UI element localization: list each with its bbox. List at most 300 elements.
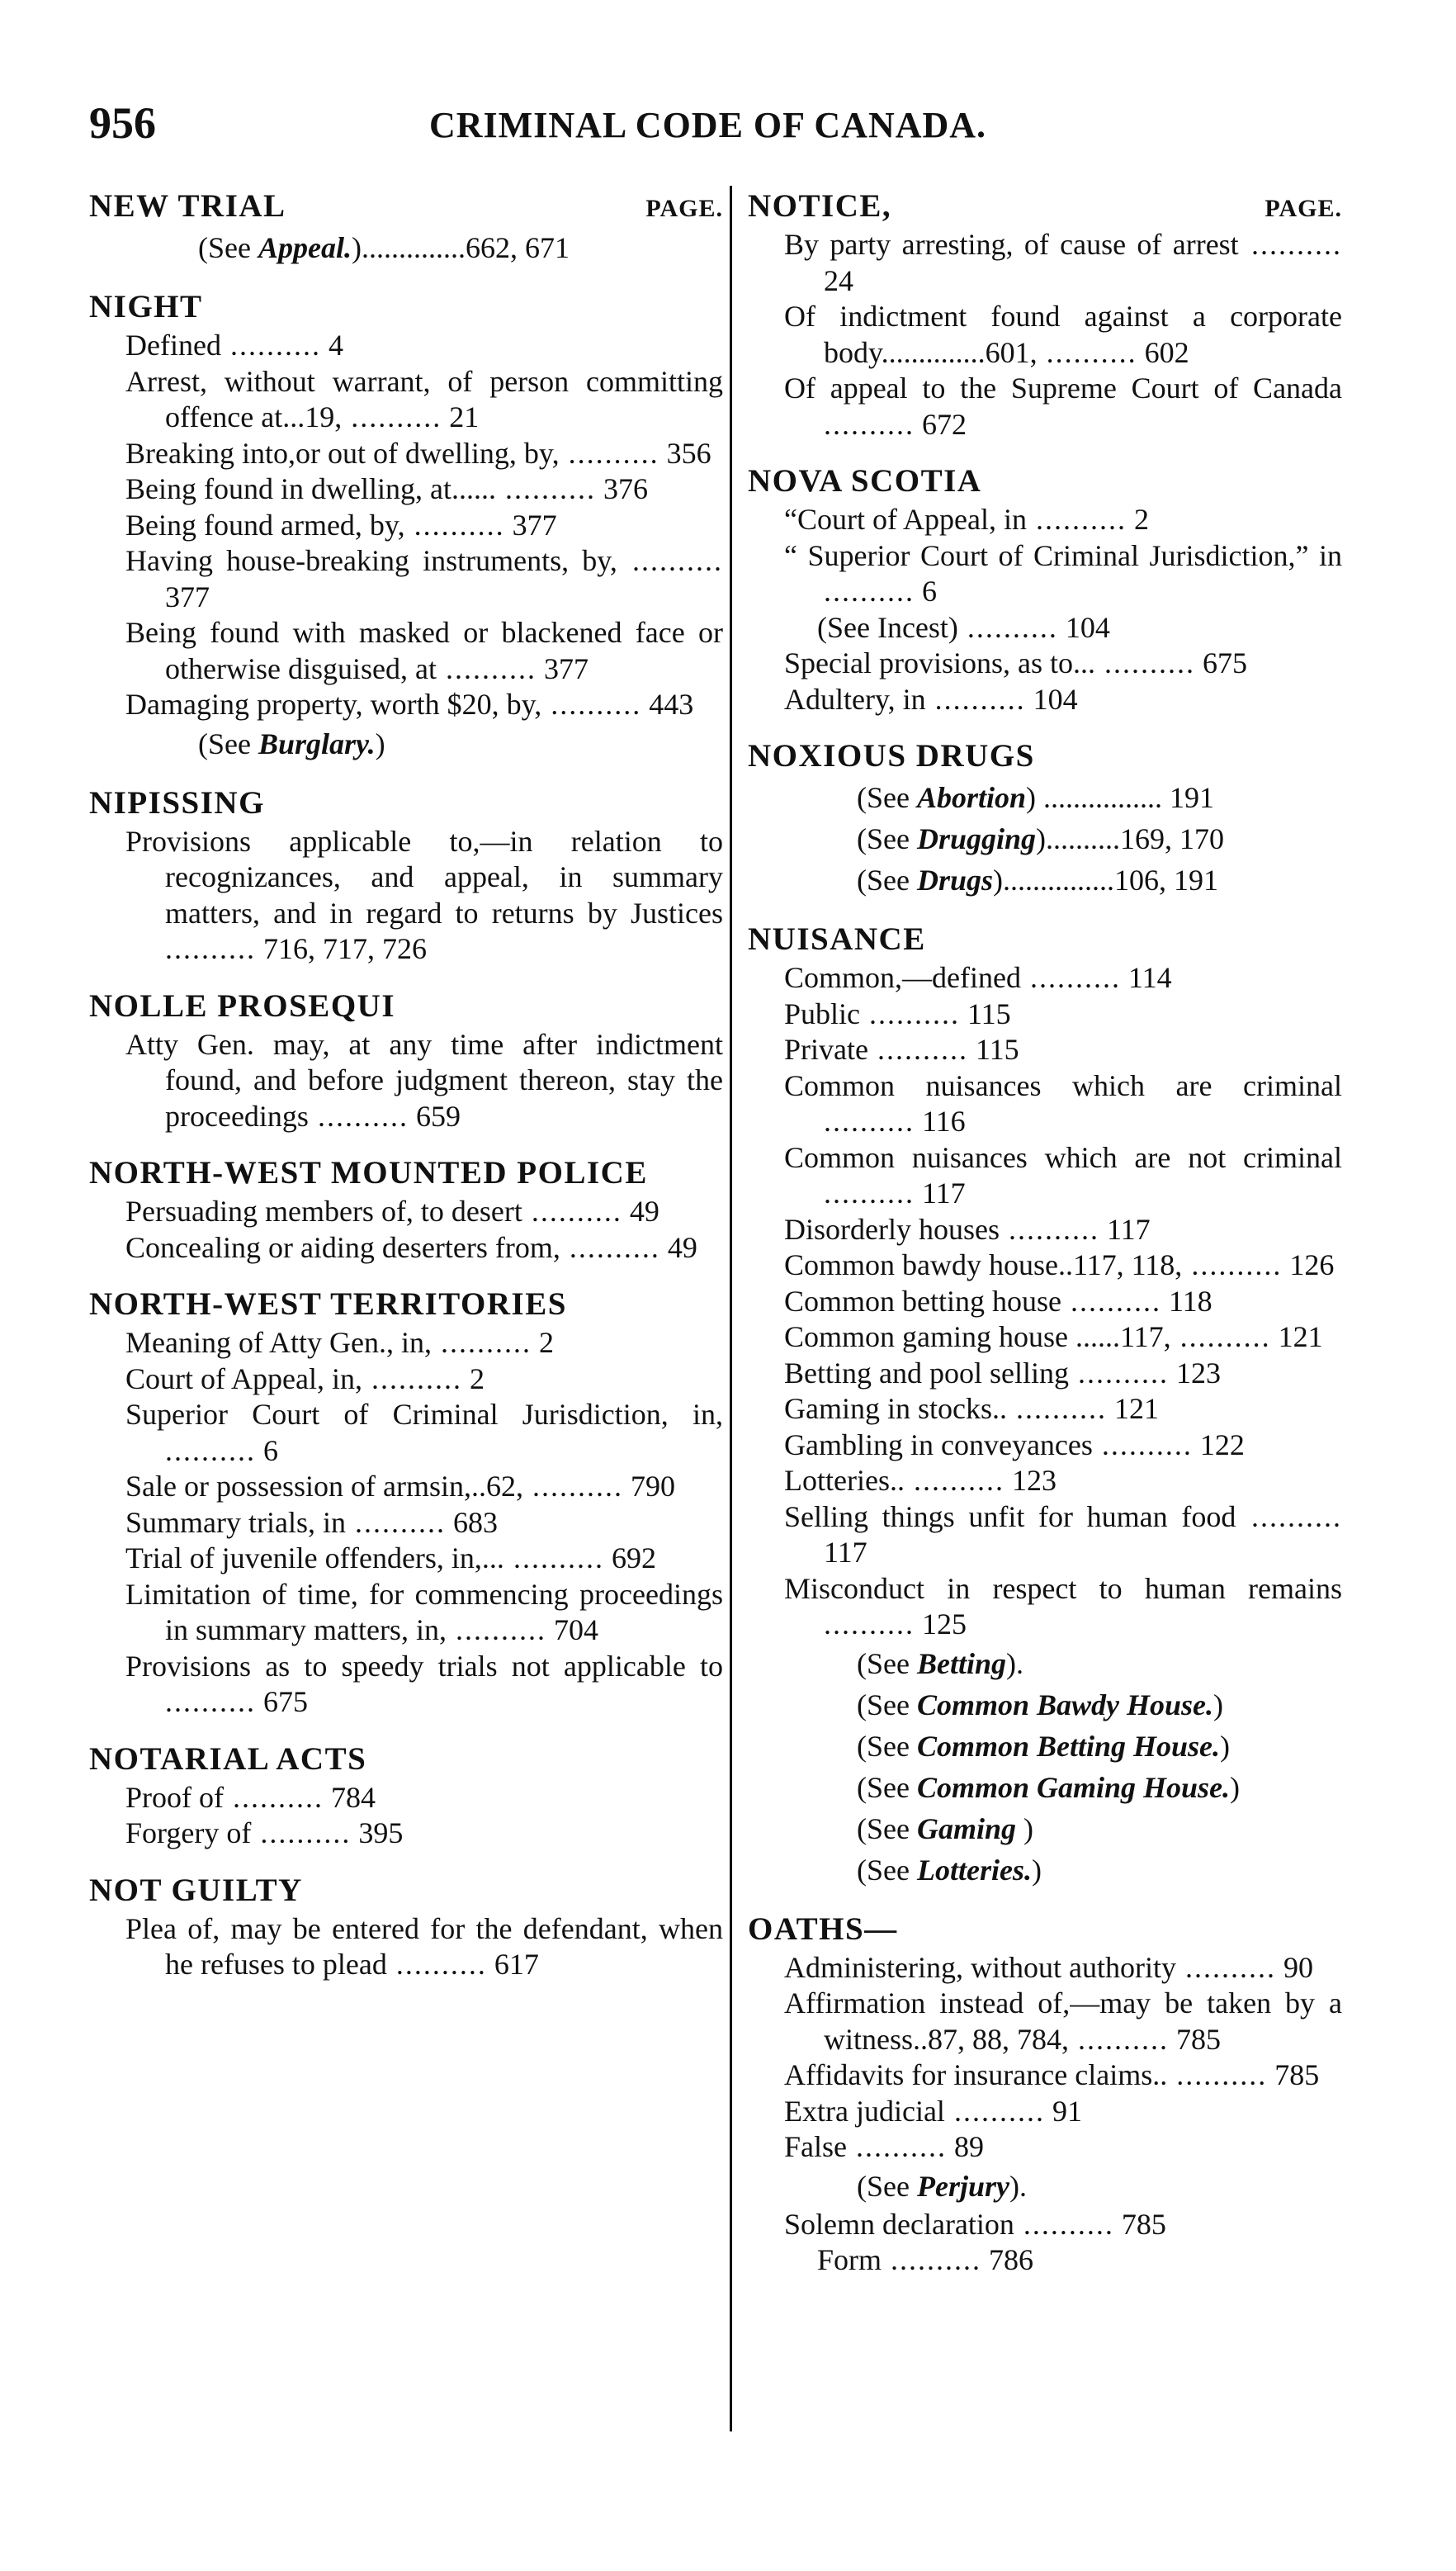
subentry-text: Trial of juvenile offenders, in,... [125,1541,504,1574]
index-subentry [748,502,1342,538]
subentry-text: Disorderly houses [784,1212,1000,1246]
index-subentry [89,615,723,687]
see-suffix: ). [1009,2169,1027,2203]
leader-dots: .......... [165,1685,256,1718]
subentry-page: 785 [1121,2207,1166,2241]
subentry-page: 104 [1065,610,1110,644]
subentry-text: Form [817,2243,882,2276]
subentry-page: 716, 717, 726 [263,932,427,965]
leader-dots: .......... [1094,646,1195,679]
subentry-text: Common nuisances which are criminal [784,1068,1342,1102]
entry-heading-row [89,986,723,1027]
index-subentry [748,371,1342,443]
leader-dots: .......... [522,1470,623,1503]
subentry-text: Public [784,997,861,1030]
see-reference [89,227,723,268]
subentry-page: 785 [1176,2022,1221,2056]
subentry-text: Summary trials, in [125,1505,346,1539]
index-entry [89,1739,723,1852]
see-term: Gaming [916,1811,1016,1845]
subentry-text: Of appeal to the Supreme Court of Canada [784,372,1342,405]
see-prefix: (See [857,1646,917,1680]
see-term: Abortion [916,781,1027,814]
subentry-text: Persuading members of, to desert [125,1195,522,1228]
subentry-text: Proof of [125,1780,224,1814]
leader-dots: .......... [882,2243,982,2276]
entry-heading-row [748,736,1342,777]
index-subentry [89,1194,723,1230]
leader-dots: .......... [1092,1428,1193,1461]
leader-dots: .......... [824,1607,915,1641]
entry-heading-row [748,919,1342,960]
entry-heading-row [748,186,1342,227]
index-subentry [748,1499,1342,1571]
index-subentry [748,1428,1342,1464]
entry-heading: NORTH-WEST MOUNTED POLICE [89,1155,648,1191]
subentry-text: Court of Appeal, in, [125,1361,362,1395]
see-reference [748,777,1342,818]
see-term: Common Betting House. [916,1729,1221,1763]
subentry-text: Meaning of Atty Gen., in, [125,1326,432,1359]
subentry-text: Betting and pool selling [784,1356,1069,1390]
leader-dots: .......... [1236,1499,1342,1533]
see-prefix: (See [857,2169,917,2203]
entry-heading: NOT GUILTY [89,1872,303,1908]
subentry-page: 6 [922,575,937,608]
subentry-page: 2 [538,1326,554,1359]
subentry-page: 443 [649,688,694,721]
subentry-page: 116 [922,1105,966,1138]
leader-dots: .......... [224,1780,324,1814]
index-subentry [748,1319,1342,1356]
subentry-page: 2 [469,1361,485,1395]
index-subentry [748,610,1342,646]
see-reference [748,1726,1342,1767]
index-subentry [748,2057,1342,2094]
leader-dots: .......... [308,1099,409,1133]
entry-heading: NOTICE, [748,188,892,224]
subentry-text: Provisions applicable to,—in relation to recognizances, and appeal, in summary matters, and in regard to returns by Justices [125,824,723,930]
leader-dots: .......... [446,1613,546,1646]
subentry-page: 117 [1106,1212,1151,1246]
see-reference [748,2166,1342,2207]
leader-dots: .......... [560,1230,660,1264]
subentry-text: Gaming in stocks.. [784,1392,1007,1425]
see-prefix: (See [857,1770,917,1804]
leader-dots: .......... [1026,503,1127,536]
subentry-page: 123 [1011,1464,1057,1497]
entry-heading: NOVA SCOTIA [748,463,982,499]
entry-heading-row [748,1909,1342,1950]
index-subentry [748,1463,1342,1499]
index-subentry [748,1356,1342,1392]
subentry-page: 90 [1283,1950,1313,1984]
index-entry [89,986,723,1135]
subentry-text: Defined [125,329,221,362]
subentry-text: Being found with masked or blackened face or otherwise disguised, at [125,616,723,685]
leader-dots: .......... [165,932,256,965]
subentry-text: Special provisions, as to... [784,646,1095,679]
entry-heading-row [89,1153,723,1194]
subentry-text: Extra judicial [784,2094,945,2128]
entry-heading: NIGHT [89,289,203,324]
see-suffix: ) [1016,1811,1033,1845]
subentry-page: 692 [611,1541,656,1574]
subentry-text: Affidavits for insurance claims.. [784,2058,1168,2091]
running-title: CRIMINAL CODE OF CANADA. [429,105,987,145]
index-entry [748,919,1342,1891]
index-subentry [748,2094,1342,2130]
subentry-text: Adultery, in [784,682,926,716]
see-term: Appeal. [258,231,352,264]
leader-dots: .......... [362,1361,462,1395]
index-subentry [748,682,1342,718]
subentry-text: Common,—defined [784,961,1021,994]
subentry-text: Misconduct in respect to human remains [784,1571,1342,1605]
subentry-page: 376 [603,472,648,505]
subentry-text: Solemn declaration [784,2207,1014,2241]
index-subentry [748,1068,1342,1140]
subentry-page: 104 [1033,682,1078,716]
index-subentry [748,1140,1342,1212]
see-suffix: ) [375,727,385,760]
subentry-page: 784 [331,1780,376,1814]
see-prefix: (See [198,727,258,760]
index-entry [89,783,723,968]
subentry-page: 704 [553,1613,598,1646]
subentry-page: 121 [1278,1320,1323,1353]
see-suffix: ) [1230,1770,1241,1804]
index-entry [748,1909,1342,2279]
see-reference [748,1767,1342,1808]
page-column-label: PAGE. [1265,195,1342,222]
see-reference [748,1643,1342,1684]
entry-heading-row [748,461,1342,502]
index-subentry [89,1816,723,1852]
see-reference [748,1684,1342,1726]
see-suffix: )...............106, 191 [993,864,1219,897]
subentry-page: 395 [358,1816,404,1849]
leader-dots: .......... [251,1816,352,1849]
subentry-page: 21 [449,400,480,433]
subentry-text: Being found in dwelling, at...... [125,472,496,505]
index-subentry [748,1284,1342,1320]
index-entry [89,1284,723,1721]
index-subentry [89,1230,723,1267]
leader-dots: .......... [824,407,915,441]
subentry-page: 115 [975,1033,1019,1066]
see-suffix: ) ................ 191 [1026,781,1215,814]
subentry-page: 89 [954,2130,984,2163]
subentry-page: 125 [922,1607,967,1641]
index-entry [748,461,1342,717]
index-subentry [89,1361,723,1398]
subentry-page: 118 [1169,1284,1213,1318]
index-subentry [89,1577,723,1649]
index-entry [89,1153,723,1266]
index-subentry [748,646,1342,682]
index-subentry [748,538,1342,610]
leader-dots: .......... [904,1464,1005,1497]
subentry-text: Selling things unfit for human food [784,1499,1236,1533]
subentry-page: 675 [263,1685,308,1718]
index-subentry [89,543,723,615]
subentry-text: Arrest, without warrant, of person committing offence at...19, [125,364,723,433]
index-subentry [89,1469,723,1505]
see-term: Betting [916,1646,1006,1680]
subentry-page: 617 [494,1948,539,1981]
leader-dots: .......... [1006,1392,1107,1425]
subentry-text: False [784,2130,847,2163]
index-subentry [748,960,1342,997]
leader-dots: .......... [847,2130,947,2163]
index-subentry [89,436,723,472]
see-reference [748,859,1342,901]
page-column-label: PAGE. [645,195,723,222]
see-prefix: (See [857,864,917,897]
leader-dots: .......... [1182,1248,1283,1281]
index-subentry [748,1950,1342,1986]
subentry-page: 4 [328,329,343,362]
index-subentry [89,1505,723,1541]
leader-dots: .......... [1014,2207,1114,2241]
leader-dots: .......... [925,682,1026,716]
leader-dots: .......... [1069,2022,1169,2056]
leader-dots: .......... [1061,1284,1161,1318]
index-subentry [748,997,1342,1033]
index-subentry [748,299,1342,371]
index-entry [748,736,1342,901]
leader-dots: .......... [404,508,505,542]
subentry-page: 2 [1133,503,1149,536]
subentry-page: 785 [1274,2058,1320,2091]
subentry-page: 659 [415,1099,461,1133]
subentry-text: Common betting house [784,1284,1061,1318]
subentry-text: Plea of, may be entered for the defendant, when he refuses to plead [125,1911,723,1981]
subentry-page: 377 [512,508,557,542]
leader-dots: .......... [342,400,442,433]
leader-dots: .......... [1167,2058,1268,2091]
index-subentry [89,1027,723,1135]
index-subentry [748,2242,1342,2279]
entry-heading-row [89,1739,723,1780]
subentry-page: 122 [1199,1428,1245,1461]
subentry-page: 49 [667,1230,697,1264]
index-subentry [748,2207,1342,2243]
index-entry [748,186,1342,443]
index-subentry [89,1911,723,1983]
subentry-page: 377 [543,651,589,685]
leader-dots: .......... [559,436,659,470]
see-term: Perjury [916,2169,1009,2203]
leader-dots: .......... [386,1948,487,1981]
subentry-text: Concealing or aiding deserters from, [125,1230,560,1264]
subentry-page: 683 [452,1505,498,1539]
see-prefix: (See [857,781,917,814]
subentry-page: 672 [922,407,967,441]
subentry-text: “Court of Appeal, in [784,503,1027,536]
subentry-text: Limitation of time, for commencing proceedings in summary matters, in, [125,1577,723,1646]
leader-dots: .......... [541,688,642,721]
index-entry [89,1870,723,1983]
subentry-text: Forgery of [125,1816,252,1849]
subentry-text: Sale or possession of armsin,..62, [125,1470,523,1503]
see-reference [748,1808,1342,1849]
subentry-text: Being found armed, by, [125,508,405,542]
leader-dots: .......... [436,651,537,685]
see-suffix: ). [1006,1646,1023,1680]
subentry-page: 602 [1144,335,1189,369]
entry-heading: NOLLE PROSEQUI [89,987,395,1024]
see-reference [89,723,723,765]
see-term: Lotteries. [916,1853,1032,1887]
subentry-text: Private [784,1033,868,1066]
subentry-text: Of indictment found against a corporate body..............601, [784,300,1342,369]
entry-heading: NIPISSING [89,784,265,821]
see-reference [748,1849,1342,1891]
entry-heading-row [89,1284,723,1325]
index-subentry [89,1541,723,1577]
subentry-text: Superior Court of Criminal Jurisdiction, in, [125,1398,723,1431]
index-subentry [89,1397,723,1469]
subentry-text: Having house-breaking instruments, by, [125,544,617,577]
see-prefix: (See [857,822,917,855]
index-subentry [748,1391,1342,1428]
index-subentry [748,227,1342,299]
see-prefix: (See [857,1853,917,1887]
leader-dots: .......... [944,2094,1045,2128]
subentry-page: 24 [824,263,853,297]
entry-heading-row [89,186,723,227]
entry-heading: NOTARIAL ACTS [89,1740,367,1777]
index-subentry [89,364,723,436]
leader-dots: .......... [1037,335,1137,369]
right-column [748,186,1342,2297]
subentry-text: Provisions as to speedy trials not applicable to [125,1649,723,1683]
entry-heading: NOXIOUS DRUGS [748,738,1035,774]
subentry-text: Common nuisances which are not criminal [784,1140,1342,1174]
leader-dots: .......... [1170,1320,1271,1353]
page-header [83,91,1354,165]
leader-dots: .......... [824,1177,915,1210]
leader-dots: .......... [503,1541,604,1574]
subentry-page: 114 [1127,961,1172,994]
see-prefix: (See [857,1811,917,1845]
entry-heading: OATHS— [748,1910,898,1947]
subentry-page: 356 [666,436,711,470]
see-term: Burglary. [258,727,376,760]
subentry-text: Gambling in conveyances [784,1428,1093,1461]
leader-dots: .......... [431,1326,532,1359]
index-subentry [89,1325,723,1361]
see-reference [748,818,1342,859]
subentry-page: 117 [824,1536,867,1569]
subentry-text: Atty Gen. may, at any time after indictment found, and before judgment thereon, stay the proceedings [125,1027,723,1133]
index-subentry [748,1571,1342,1643]
subentry-page: 126 [1289,1248,1335,1281]
leader-dots: .......... [165,1433,256,1467]
entry-heading: NUISANCE [748,921,926,957]
see-suffix: )..........169, 170 [1036,822,1225,855]
index-subentry [89,471,723,508]
leader-dots: .......... [860,997,961,1030]
leader-dots: .......... [957,610,1058,644]
subentry-text: “ Superior Court of Criminal Jurisdiction,” in [784,538,1342,572]
subentry-text: Damaging property, worth $20, by, [125,688,542,721]
entry-heading-row [89,1870,723,1911]
subentry-page: 121 [1113,1392,1159,1425]
leader-dots: .......... [867,1033,968,1066]
subentry-text: Lotteries.. [784,1464,905,1497]
subentry-text: Administering, without authority [784,1950,1176,1984]
index-subentry [89,508,723,544]
subentry-text: Common bawdy house..117, 118, [784,1248,1183,1281]
entry-heading-row [89,286,723,328]
entry-heading: NEW TRIAL [89,188,286,224]
see-suffix: ) [1213,1688,1224,1721]
leader-dots: .......... [345,1505,446,1539]
see-prefix: (See [198,231,258,264]
index-subentry [748,2129,1342,2166]
index-entry [89,186,723,268]
index-subentry [748,1212,1342,1248]
leader-dots: .......... [1175,1950,1276,1984]
see-term: Common Gaming House. [916,1770,1231,1804]
leader-dots: .......... [824,1105,915,1138]
see-term: Drugging [916,822,1037,855]
subentry-text: By party arresting, of cause of arrest [784,228,1239,261]
leader-dots: .......... [617,544,723,577]
leader-dots: .......... [1068,1356,1169,1390]
index-subentry [89,1780,723,1816]
index-subentry [89,328,723,364]
subentry-text: Breaking into,or out of dwelling, by, [125,436,560,470]
index-subentry [748,1986,1342,2057]
subentry-text: Affirmation instead of,—may be taken by a witness..87, 88, 784, [784,1986,1342,2056]
see-term: Drugs [916,864,994,897]
index-subentry [89,687,723,723]
leader-dots: .......... [495,472,596,505]
index-subentry [748,1248,1342,1284]
index-subentry [89,824,723,968]
see-suffix: )..............662, 671 [351,231,570,264]
left-column [89,186,723,2001]
subentry-page: 786 [989,2243,1034,2276]
page-number: 956 [89,98,156,148]
entry-heading-row [89,783,723,824]
subentry-page: 6 [263,1433,278,1467]
subentry-page: 49 [629,1195,659,1228]
see-term: Common Bawdy House. [916,1688,1214,1721]
leader-dots: .......... [999,1212,1099,1246]
entry-heading: NORTH-WEST TERRITORIES [89,1286,567,1322]
leader-dots: .......... [522,1195,622,1228]
subentry-page: 91 [1052,2094,1082,2128]
see-prefix: (See [857,1688,917,1721]
leader-dots: .......... [220,329,321,362]
subentry-page: 123 [1175,1356,1221,1390]
see-suffix: ) [1220,1729,1231,1763]
subentry-page: 790 [630,1470,675,1503]
subentry-page: 675 [1202,646,1247,679]
leader-dots: .......... [1238,228,1343,261]
index-subentry [748,1032,1342,1068]
subentry-page: 117 [922,1177,966,1210]
see-prefix: (See [857,1729,917,1763]
see-suffix: ) [1031,1853,1042,1887]
column-divider [730,186,732,2431]
subentry-page: 377 [165,580,210,613]
